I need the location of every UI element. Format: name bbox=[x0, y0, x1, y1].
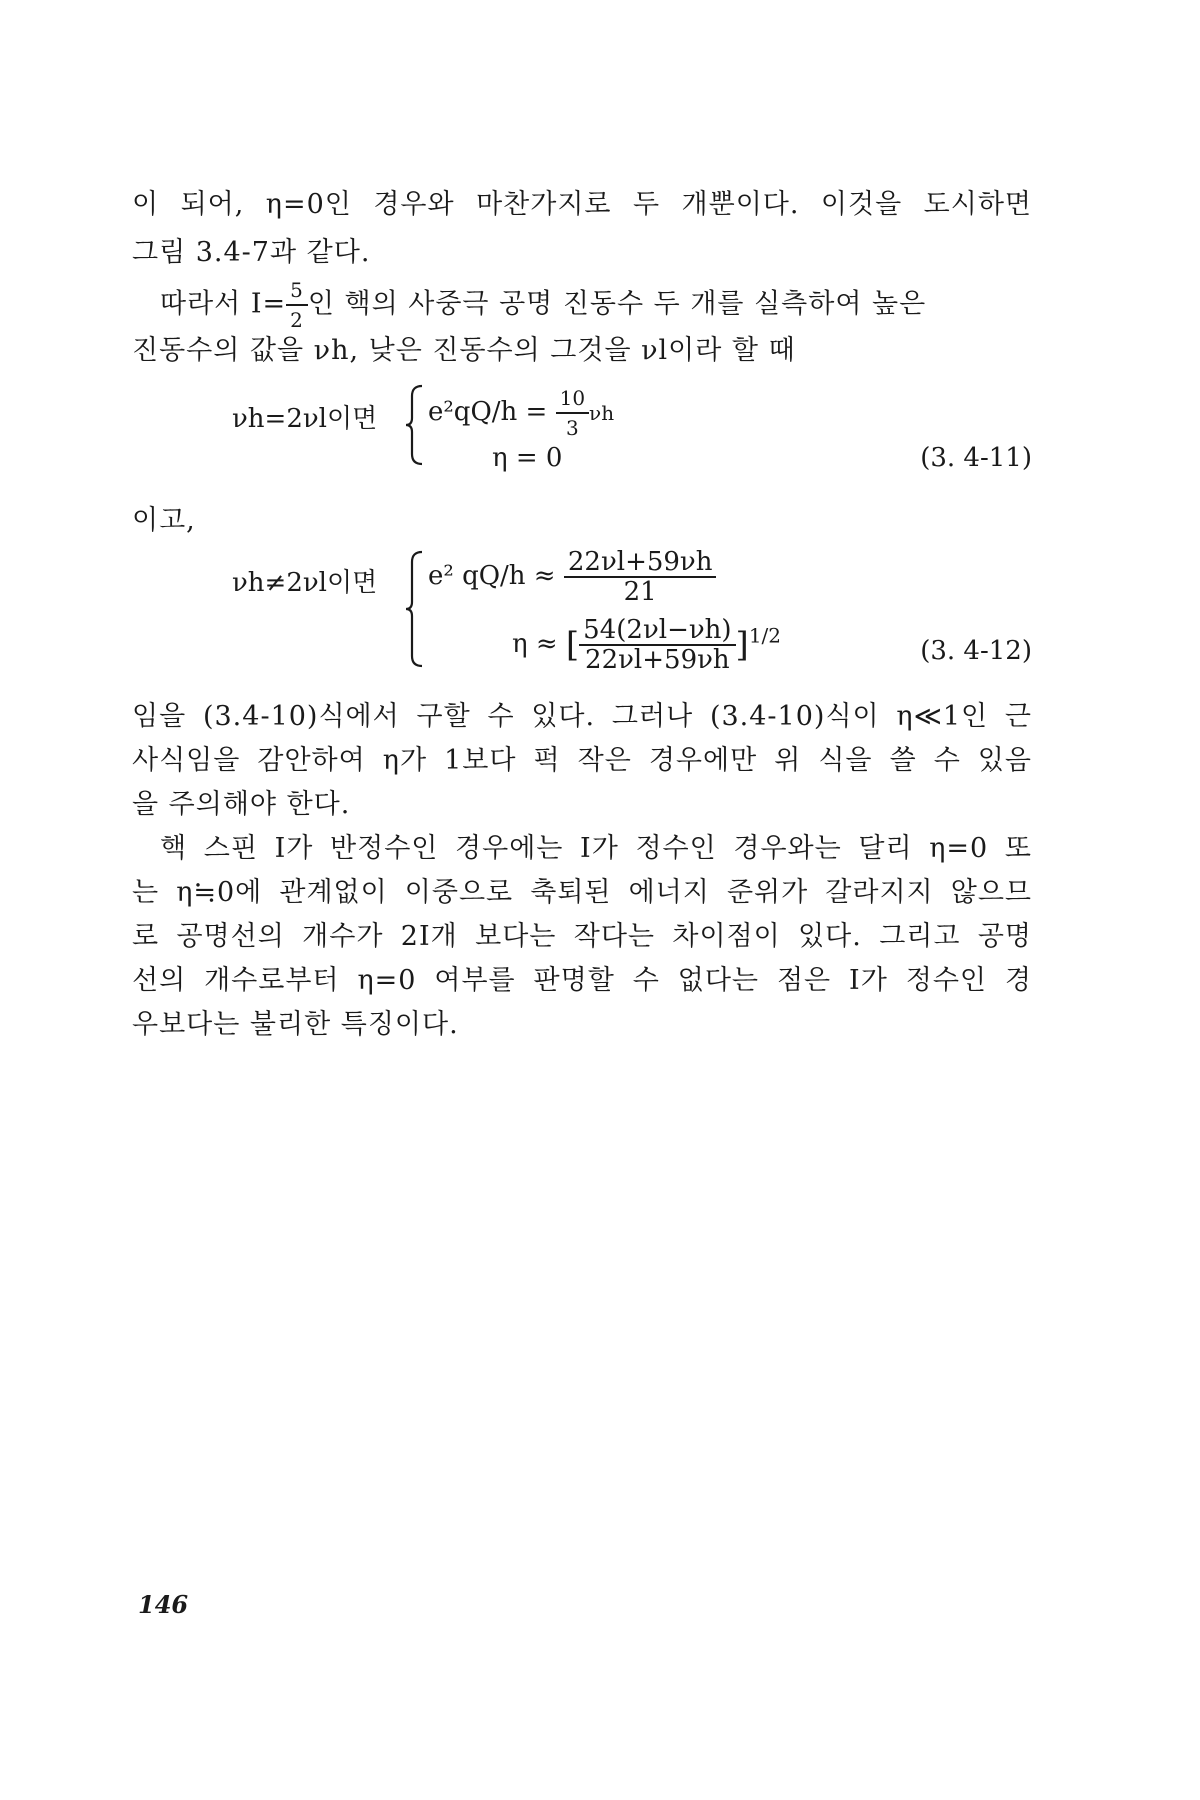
equation1-condition: νh=2νl이면 bbox=[232, 404, 378, 434]
equation1-brace bbox=[404, 384, 424, 466]
paragraph2-line1 bbox=[160, 276, 1032, 334]
paragraph3-line1: 임을 (3.4-10)식에서 구할 수 있다. 그러나 (3.4-10)식이 η≪1인 근 bbox=[132, 701, 1032, 732]
equation2-row2-fraction bbox=[579, 616, 735, 674]
fraction-denominator: 21 bbox=[623, 577, 657, 607]
equation2-row2 bbox=[512, 616, 781, 674]
page-number: 146 bbox=[138, 1590, 189, 1619]
equation2-exponent: 1/2 bbox=[748, 623, 781, 648]
paragraph4-line3: 로 공명선의 개수가 2I개 보다는 작다는 차이점이 있다. 그리고 공명 bbox=[132, 921, 1032, 952]
paragraph4-line1: 핵 스핀 I가 반정수인 경우에는 I가 정수인 경우와는 달리 η=0 또 bbox=[160, 833, 1032, 864]
paragraph3-line3: 을 주의해야 한다. bbox=[132, 789, 351, 820]
equation2-row1-lhs: e² qQ/h ≈ bbox=[428, 561, 556, 591]
fraction-denominator: 3 bbox=[565, 416, 579, 440]
equation1-number: (3. 4-11) bbox=[920, 443, 1032, 473]
paragraph4-line2: 는 η≒0에 관계없이 이중으로 축퇴된 에너지 준위가 갈라지지 않으므 bbox=[132, 877, 1032, 908]
left-bracket-icon: [ bbox=[565, 625, 580, 665]
equation2-condition: νh≠2νl이면 bbox=[232, 568, 378, 598]
equation1-row1-fraction bbox=[556, 384, 589, 442]
fraction-denominator: 2 bbox=[290, 308, 304, 332]
paragraph2-line1-start: 따라서 I= bbox=[160, 288, 287, 320]
paragraph4-line4: 선의 개수로부터 η=0 여부를 판명할 수 없다는 점은 I가 정수인 경 bbox=[132, 965, 1032, 996]
fraction-denominator: 22νl+59νh bbox=[585, 645, 730, 675]
paragraph3-line2: 사식임을 감안하여 η가 1보다 퍽 작은 경우에만 위 식을 쓸 수 있음 bbox=[132, 745, 1032, 776]
fraction-numerator: 54(2νl−νh) bbox=[579, 616, 735, 646]
paragraph2-line1-end: 인 핵의 사중극 공명 진동수 두 개를 실측하여 높은 bbox=[307, 288, 927, 320]
equation2-brace bbox=[404, 550, 424, 668]
fraction-five-halves bbox=[286, 276, 308, 334]
connector-text: 이고, bbox=[132, 505, 196, 536]
fraction-numerator: 10 bbox=[556, 384, 589, 414]
paragraph2-line2: 진동수의 값을 νh, 낮은 진동수의 그것을 νl이라 할 때 bbox=[132, 335, 796, 366]
fraction-numerator: 22νl+59νh bbox=[564, 548, 717, 578]
right-bracket-icon: ] bbox=[735, 625, 749, 665]
equation2-row1-fraction bbox=[564, 548, 717, 606]
paragraph1-line2: 그림 3.4-7과 같다. bbox=[132, 237, 371, 268]
equation2-number: (3. 4-12) bbox=[920, 636, 1032, 666]
paragraph4-line5: 우보다는 불리한 특징이다. bbox=[132, 1009, 459, 1040]
equation2-row1 bbox=[428, 548, 716, 606]
paragraph1-line1: 이 되어, η=0인 경우와 마찬가지로 두 개뿐이다. 이것을 도시하면 bbox=[132, 189, 1032, 220]
equation1-row1-lhs: e²qQ/h = bbox=[428, 397, 548, 427]
fraction-numerator: 5 bbox=[286, 276, 308, 306]
equation2-row2-lhs: η ≈ bbox=[512, 629, 558, 659]
equation1-row2: η = 0 bbox=[492, 443, 563, 473]
equation1-row1 bbox=[428, 384, 614, 442]
equation1-row1-tail: νh bbox=[589, 401, 615, 425]
